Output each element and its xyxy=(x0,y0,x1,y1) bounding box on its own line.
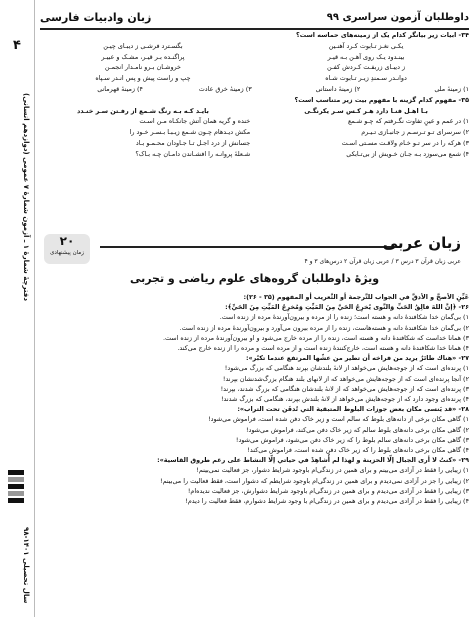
option: ۱) در غمم و عینِ تفاوت نگـرفتم که چـو شـمع خنده و گریه همان آتش جانکـاه مـن اسـت xyxy=(139,117,469,126)
page-header xyxy=(40,6,469,30)
option: ۳) هرکه را در سر تـو خـام ولاقـت مسـتی اسـت جسانش از درد اجـل تـا جـاودان محـمـو بـاد xyxy=(135,138,469,147)
option: ۴) شمع می‌سوزد بـه جـان خـویش از بی‌تـابکی شـعلهٔ پروانـه را افشـاندن دامـان چـه بـاک؟ xyxy=(135,149,469,158)
section-title: زبان عربی xyxy=(382,234,461,252)
option: ۴) زمینهٔ قهرمانی xyxy=(97,84,143,93)
option: ۱) بی‌گمان خدا شکافندهٔ دانه و هسته است؛ زنده را از مرده و بیرون‌آورندهٔ مرده از زنده است. xyxy=(219,313,469,322)
couplet: ز دیبـای زربفـت کـردش کفـن خروشـان بـرو نامـدار انجمـن xyxy=(104,63,406,72)
option: ۲) سرسرای تـو تـرسـم ز جانبـازی تـیـرم مکش دیـدهام چـون شـمع زیـبـا بـسـر خـود را xyxy=(129,128,469,137)
arabic-section xyxy=(40,292,469,506)
academic-year: سال تحصیلی ۱۴۰۱-۹۸ xyxy=(22,526,30,604)
question-29: ۲۹- «كنتُ لا أرى الجبال إلّا الحزينة و لهذا لم أُشاهِدْ في حياتي إلّا النشاط على رغم طروق القاسية»: xyxy=(157,456,469,465)
couplet: یکـی نغـز تـابوت کـرد آهنـین بگسـترد فرشـی ز دیبـای چیـن xyxy=(103,41,404,50)
question-35: ۳۵- مفهوم کدام گزینه با مفهوم بیت زیر متناسب است؟ xyxy=(294,95,469,104)
option: ۲) بی‌گمان خدا شکافندهٔ دانه و هسته‌هاست، زنده را از مرده بیرون می‌آورد و بیرون‌آورندهٔ مرده از زنده است. xyxy=(179,323,469,332)
divider xyxy=(100,246,399,248)
option: ۳) همانا خداست که شکافندهٔ دانه و هسته است، زنده را از مرده خارج می‌شود و او بیرون‌آورندهٔ مرده از زنده است. xyxy=(162,333,469,342)
page-number: ۴ xyxy=(13,38,21,53)
instruction: عَیِّنِ الأصحَّ و الأدقَّ في الجواب للتَّرجمة أو التَّعریب أو المفهوم (۳۵ - ۲۶): xyxy=(243,293,469,301)
time-badge-label: زمان پیشنهادی xyxy=(50,250,84,256)
time-badge xyxy=(44,234,90,264)
exam-title: داوطلبان آزمون سراسری ۹۹ xyxy=(326,11,469,23)
couplet: بـا اهـل فنـا دارد هـر کـس سـر یکرنگـی بایـد کـه بـه رنگ شـمع از رفـتن سـر خنـدد xyxy=(76,106,428,115)
option: ۲) زیبایی را جز در آزادی نمی‌دیدم و برای همین در زندگی‌ام باوجود شرایطم که دشوار است، فقط فعالیت را می‌بینم! xyxy=(160,476,469,485)
option: ۳) گاهی مکان برخی دانه‌های سالم بلوط را که زیر خاک دفن می‌شود، فراموش می‌شود! xyxy=(235,435,469,444)
question-27: ۲۷- «هناك طائرٌ يريد من فراخه أن تطير من عشّها المرتفع عندما تكبُر»: xyxy=(245,354,469,363)
question-34: ۳۴- ابیات زیر بیانگر کدام یک از زمینه‌های حماسه است؟ xyxy=(296,31,469,39)
barcode-marks xyxy=(8,470,24,505)
option: ۱) زمینهٔ ملی xyxy=(434,84,469,93)
question-26: ۲۶- ﴿إنَّ اللهَ فالِقُ الحَبِّ وَالنَّوى يُخرِجُ الحَيَّ مِنَ المَيِّتِ وَمُخرِجُ المَيِّتِ مِنَ الحَيِّ﴾: xyxy=(225,303,469,312)
option: ۲) گاهی مکان برخی دانه‌های بلوط سالم که زیر خاک دفن می‌کند، فراموش می‌شود! xyxy=(245,425,469,434)
option: ۲) زمینهٔ داستانی xyxy=(315,84,361,93)
option: ۳) پرنده‌ای است که از جوجه‌هایش می‌خواهد که از لانهٔ بلندشان هنگامی که بزرگ شدند، بپرند! xyxy=(220,384,469,393)
couplet: دوانـدر سـمندِ زیـر تـابوت شـاه چپ و راست پیش و پس انـدر سـپاه xyxy=(95,74,407,83)
option: ۳) زیبایی را فقط در آزادی می‌دیدم و برای همین در زندگی‌ام باوجود شرایط دشوارش، جز فعالیت ندیده‌ام! xyxy=(187,486,469,495)
option: ۴) گاهی مکان برخی دانه‌های بلوط را که زیر خاک دفن شده است، فراموش می‌کند! xyxy=(247,446,469,455)
option: ۴) همانا خدا شکافندهٔ دانه و هسته است، خارج‌کنندهٔ زنده است و از مرده است و مرده را از زنده خارج می‌کند. xyxy=(177,344,469,353)
section-subtitle: عربی زبان قرآن ۳ درس ۳ / عربی زبان قرآن ۲ درس‌های ۳ و ۴ xyxy=(304,258,461,265)
option: ۲) آنجا پرنده‌ای است که از جوجه‌هایش می‌خواهد که از لانهای بلند هنگام بزرگ‌شدنشان بپرند! xyxy=(222,374,469,383)
subject-title: زبان وادبیات فارسی xyxy=(40,10,152,24)
option: ۴) زیبایی را فقط در آزادی می‌دیدم و برای همین در زندگی‌ام با وجود شرایط دشوارم، فقط فعالیت را دیدم! xyxy=(185,497,469,506)
side-strip xyxy=(0,0,35,617)
persian-section xyxy=(40,30,469,230)
option: ۱) زیبایی را فقط در آزادی می‌بینم و برای همین در زندگی‌ام باوجود شرایط دشوار، جز فعالیت نمی‌بینم! xyxy=(196,466,469,475)
group-headline: ویژهٔ داوطلبان گروه‌های علوم ریاضی و تجربی xyxy=(129,272,380,285)
option: ۱) گاهی مکان برخی از دانه‌های بلوط که سالم است و زیر خاک دفن شده است، فراموش می‌شود! xyxy=(208,415,469,424)
option: ۳) زمینهٔ خرق عادت xyxy=(198,84,252,93)
option: ۱) پرنده‌ای است که از جوجه‌هایش می‌خواهد از لانهٔ بلندشان بپرند هنگامی که بزرگ می‌شود! xyxy=(224,364,469,373)
couplet: بینـدود یـک روی آهـن بـه قیـر پراگنـده بـر قیـر، مشـک و عبیـر xyxy=(101,52,405,61)
arabic-banner xyxy=(40,232,469,270)
time-badge-number: ۲۰ xyxy=(59,234,75,248)
booklet-label: دفترچهٔ شمارهٔ ۱ ـ آزمون شمارهٔ ۷ عمومی (دوازدهم انسانی) xyxy=(22,93,30,301)
option: ۴) پرنده‌ای وجود دارد که از جوجه‌هایش می‌خواهد از لانهٔ بلندش بپرند، هنگامی که بزرگ شدند! xyxy=(220,395,469,404)
question-28: ۲۸- «قد يَنسى مكان بعض جوزات البلوط المتبقية التي تُدفَن تحت التراب»: xyxy=(237,405,469,414)
options-34 xyxy=(40,84,469,95)
